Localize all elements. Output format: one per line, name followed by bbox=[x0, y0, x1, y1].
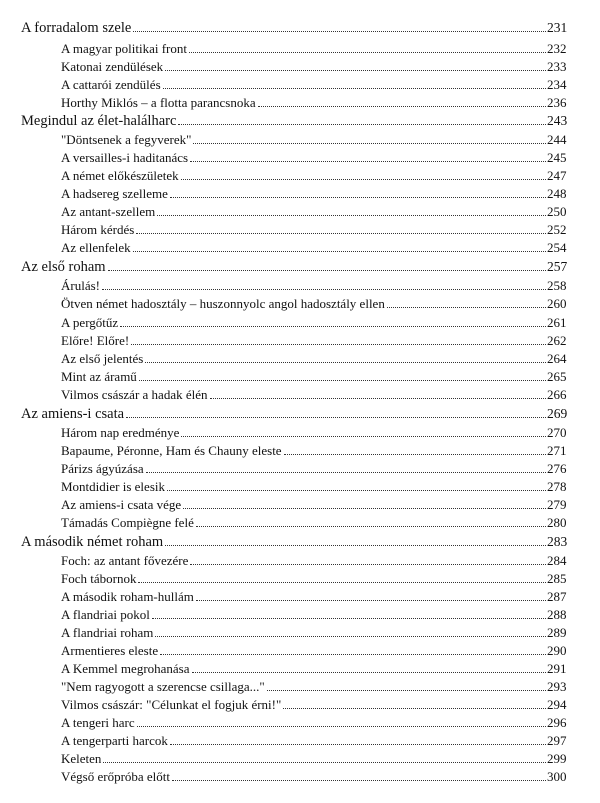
dot-leader bbox=[136, 233, 546, 234]
toc-page-number: 291 bbox=[547, 661, 567, 676]
dot-leader bbox=[145, 362, 546, 363]
toc-section-title: A második német roham bbox=[21, 534, 164, 550]
toc-entry-title: A német előkészületek bbox=[61, 168, 179, 183]
toc-entry bbox=[0, 385, 600, 403]
toc-entry bbox=[0, 677, 600, 695]
toc-entry bbox=[0, 767, 600, 785]
toc-entry-title: Mint az áramű bbox=[61, 369, 137, 384]
toc-entry bbox=[0, 513, 600, 531]
toc-entry-title: Támadás Compiègne felé bbox=[61, 515, 194, 530]
toc-page-number: 297 bbox=[547, 733, 567, 748]
dot-leader bbox=[152, 618, 546, 619]
toc-entry bbox=[0, 605, 600, 623]
toc-entry-title: Az antant-szellem bbox=[61, 204, 156, 219]
toc-entry-title: "Nem ragyogott a szerencse csillaga..." bbox=[61, 679, 265, 694]
dot-leader bbox=[210, 398, 547, 399]
toc-section bbox=[0, 532, 600, 550]
toc-page-number: 284 bbox=[547, 553, 567, 568]
dot-leader bbox=[183, 508, 546, 509]
toc-entry-title: A cattarói zendülés bbox=[61, 77, 161, 92]
dot-leader bbox=[193, 143, 546, 144]
toc-entry-title: A második roham-hullám bbox=[61, 589, 194, 604]
toc-entry bbox=[0, 184, 600, 202]
dot-leader bbox=[181, 436, 546, 437]
dot-leader bbox=[284, 454, 546, 455]
dot-leader bbox=[387, 307, 546, 308]
toc-entry bbox=[0, 202, 600, 220]
toc-entry bbox=[0, 695, 600, 713]
dot-leader bbox=[258, 106, 546, 107]
toc-page-number: 283 bbox=[547, 534, 568, 549]
toc-page-number: 280 bbox=[547, 515, 567, 530]
toc-page-number: 269 bbox=[547, 406, 568, 421]
dot-leader bbox=[178, 124, 546, 125]
toc-entry-title: Katonai zendülések bbox=[61, 59, 164, 74]
dot-leader bbox=[103, 762, 546, 763]
toc-page-number: 247 bbox=[547, 168, 567, 183]
toc-entry-title: A versailles-i haditanács bbox=[61, 150, 189, 165]
toc-page-number: 296 bbox=[547, 715, 567, 730]
dot-leader bbox=[137, 726, 546, 727]
dot-leader bbox=[172, 780, 546, 781]
toc-page-number: 231 bbox=[547, 20, 568, 35]
toc-entry-title: A tengerparti harcok bbox=[61, 733, 168, 748]
toc-section bbox=[0, 18, 600, 36]
toc-page-number: 287 bbox=[547, 589, 567, 604]
toc-page-number: 257 bbox=[547, 259, 568, 274]
dot-leader bbox=[196, 526, 546, 527]
toc-entry-title: Foch: az antant fővezére bbox=[61, 553, 189, 568]
toc-page-number: 264 bbox=[547, 351, 567, 366]
toc-entry-title: Bapaume, Péronne, Ham és Chauny eleste bbox=[61, 443, 282, 458]
toc-entry-title: A hadsereg szelleme bbox=[61, 186, 168, 201]
toc-page-number: 290 bbox=[547, 643, 567, 658]
toc-page-number: 244 bbox=[547, 132, 567, 147]
toc-page-number: 266 bbox=[547, 387, 567, 402]
toc-section bbox=[0, 257, 600, 275]
dot-leader bbox=[181, 179, 546, 180]
toc-entry-title: Armentieres eleste bbox=[61, 643, 159, 658]
toc-entry bbox=[0, 238, 600, 256]
toc-page-number: 232 bbox=[547, 41, 567, 56]
toc-page-number: 248 bbox=[547, 186, 567, 201]
dot-leader bbox=[167, 490, 546, 491]
toc-entry bbox=[0, 659, 600, 677]
toc-page-number: 245 bbox=[547, 150, 567, 165]
toc-page-number: 262 bbox=[547, 333, 567, 348]
toc-entry-title: Vilmos császár a hadak élén bbox=[61, 387, 208, 402]
toc-entry-title: Ötven német hadosztály – huszonnyolc angol hadosztály ellen bbox=[61, 296, 385, 311]
dot-leader bbox=[157, 215, 546, 216]
toc-page-number: 276 bbox=[547, 461, 567, 476]
toc-section-title: Megindul az élet-halálharc bbox=[21, 113, 177, 129]
toc-page-number: 285 bbox=[547, 571, 567, 586]
toc-entry-title: A pergőtűz bbox=[61, 315, 119, 330]
toc-section bbox=[0, 404, 600, 422]
toc-section-title: Az első roham bbox=[21, 259, 106, 275]
toc-entry bbox=[0, 130, 600, 148]
toc-entry bbox=[0, 641, 600, 659]
toc-entry-title: A tengeri harc bbox=[61, 715, 135, 730]
toc-page-number: 293 bbox=[547, 679, 567, 694]
toc-entry-title: Az amiens-i csata vége bbox=[61, 497, 182, 512]
toc-entry bbox=[0, 349, 600, 367]
toc-page-number: 299 bbox=[547, 751, 567, 766]
toc-page-number: 271 bbox=[547, 443, 567, 458]
toc-page-number: 254 bbox=[547, 240, 567, 255]
toc-page-number: 279 bbox=[547, 497, 567, 512]
dot-leader bbox=[133, 31, 546, 32]
toc-page-number: 294 bbox=[547, 697, 567, 712]
toc-page-number: 233 bbox=[547, 59, 567, 74]
toc-entry bbox=[0, 313, 600, 331]
toc-page-number: 270 bbox=[547, 425, 567, 440]
toc-entry-title: Három nap eredménye bbox=[61, 425, 180, 440]
toc-entry bbox=[0, 423, 600, 441]
toc-page-number: 243 bbox=[547, 113, 568, 128]
toc-entry bbox=[0, 587, 600, 605]
toc-entry bbox=[0, 477, 600, 495]
dot-leader bbox=[146, 472, 546, 473]
dot-leader bbox=[138, 582, 546, 583]
toc-entry bbox=[0, 276, 600, 294]
dot-leader bbox=[133, 251, 546, 252]
toc-entry bbox=[0, 623, 600, 641]
toc-section-title: A forradalom szele bbox=[21, 20, 132, 36]
toc-page-number: 288 bbox=[547, 607, 567, 622]
toc-page-number: 236 bbox=[547, 95, 567, 110]
dot-leader bbox=[120, 326, 546, 327]
toc-entry-title: Három kérdés bbox=[61, 222, 135, 237]
dot-leader bbox=[155, 636, 546, 637]
toc-entry bbox=[0, 551, 600, 569]
toc-entry-title: A magyar politikai front bbox=[61, 41, 188, 56]
toc-page-number: 300 bbox=[547, 769, 567, 784]
toc-entry bbox=[0, 459, 600, 477]
toc-entry bbox=[0, 220, 600, 238]
toc-entry-title: Horthy Miklós – a flotta parancsnoka bbox=[61, 95, 256, 110]
toc-page-number: 258 bbox=[547, 278, 567, 293]
dot-leader bbox=[267, 690, 546, 691]
toc-entry-title: Árulás! bbox=[61, 278, 100, 293]
toc-page-number: 289 bbox=[547, 625, 567, 640]
toc-entry-title: Az ellenfelek bbox=[61, 240, 131, 255]
toc-entry bbox=[0, 731, 600, 749]
dot-leader bbox=[192, 672, 546, 673]
dot-leader bbox=[108, 270, 546, 271]
dot-leader bbox=[170, 197, 546, 198]
toc-entry bbox=[0, 367, 600, 385]
toc-entry bbox=[0, 93, 600, 111]
toc-entry-title: "Döntsenek a fegyverek" bbox=[61, 132, 192, 147]
toc-entry-title: A Kemmel megrohanása bbox=[61, 661, 190, 676]
dot-leader bbox=[131, 344, 546, 345]
dot-leader bbox=[170, 744, 546, 745]
dot-leader bbox=[126, 417, 546, 418]
toc-entry-title: Előre! Előre! bbox=[61, 333, 130, 348]
toc-entry bbox=[0, 75, 600, 93]
dot-leader bbox=[160, 654, 546, 655]
dot-leader bbox=[196, 600, 546, 601]
toc-page-number: 250 bbox=[547, 204, 567, 219]
toc-entry-title: Foch tábornok bbox=[61, 571, 137, 586]
toc-entry bbox=[0, 166, 600, 184]
toc-entry bbox=[0, 39, 600, 57]
dot-leader bbox=[165, 70, 546, 71]
toc-page-number: 261 bbox=[547, 315, 567, 330]
toc-section bbox=[0, 111, 600, 129]
toc-entry bbox=[0, 331, 600, 349]
toc-entry bbox=[0, 749, 600, 767]
toc-entry-title: Párizs ágyúzása bbox=[61, 461, 144, 476]
toc-entry-title: Keleten bbox=[61, 751, 102, 766]
toc-page-number: 278 bbox=[547, 479, 567, 494]
toc-entry-title: Végső erőpróba előtt bbox=[61, 769, 171, 784]
toc-page-number: 265 bbox=[547, 369, 567, 384]
toc-entry-title: Montdidier is elesik bbox=[61, 479, 165, 494]
toc-entry-title: Az első jelentés bbox=[61, 351, 144, 366]
dot-leader bbox=[190, 564, 546, 565]
toc-page-number: 260 bbox=[547, 296, 567, 311]
toc-entry bbox=[0, 441, 600, 459]
dot-leader bbox=[139, 380, 546, 381]
toc-entry bbox=[0, 569, 600, 587]
toc-entry bbox=[0, 57, 600, 75]
toc-entry-title: A flandriai pokol bbox=[61, 607, 150, 622]
toc-page-number: 234 bbox=[547, 77, 567, 92]
toc-entry bbox=[0, 495, 600, 513]
dot-leader bbox=[190, 161, 546, 162]
toc-section-title: Az amiens-i csata bbox=[21, 406, 125, 422]
dot-leader bbox=[163, 88, 546, 89]
dot-leader bbox=[189, 52, 546, 53]
dot-leader bbox=[165, 545, 546, 546]
toc-entry bbox=[0, 294, 600, 312]
toc-entry bbox=[0, 148, 600, 166]
toc-entry-title: Vilmos császár: "Célunkat el fogjuk érni!" bbox=[61, 697, 282, 712]
toc-entry-title: A flandriai roham bbox=[61, 625, 154, 640]
dot-leader bbox=[102, 289, 546, 290]
toc-page-number: 252 bbox=[547, 222, 567, 237]
toc-entry bbox=[0, 713, 600, 731]
dot-leader bbox=[283, 708, 546, 709]
